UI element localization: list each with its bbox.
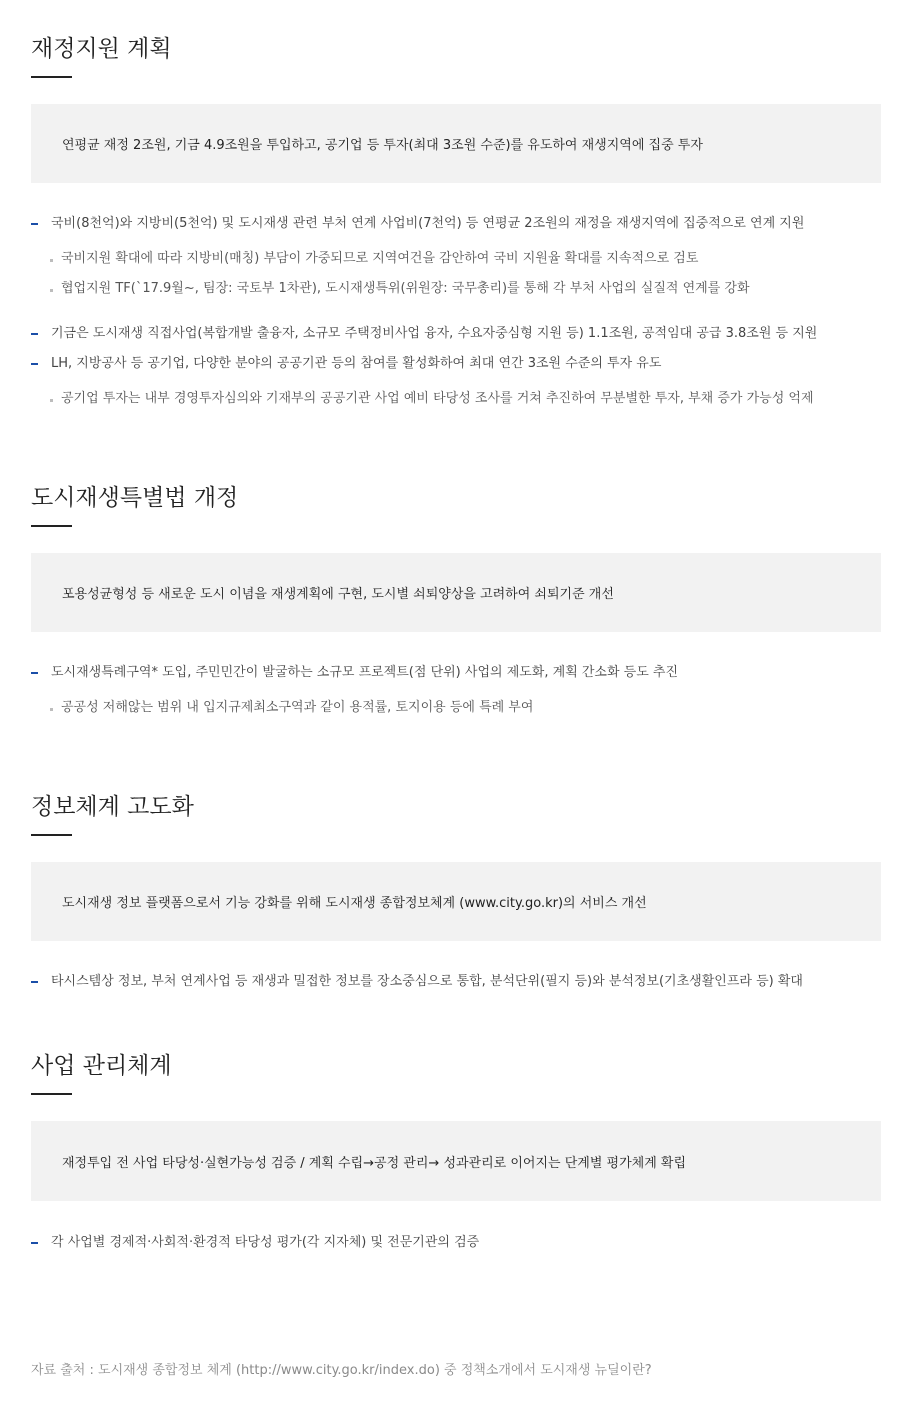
summary-box (31, 553, 881, 632)
title-underline (31, 1093, 72, 1095)
dash-bullet-icon (31, 981, 38, 983)
sub-list-item (31, 698, 678, 718)
dash-bullet-icon (31, 363, 38, 365)
list-item (31, 354, 817, 374)
section-title: 사업 관리체계 (31, 1053, 172, 1079)
section-title: 도시재생특별법 개정 (31, 485, 239, 511)
bullet-text: 각 사업별 경제적·사회적·환경적 타당성 평가(각 지자체) 및 전문기관의 검증 (51, 1235, 480, 1250)
sub-list-item (31, 389, 817, 409)
summary-text: 포용성균형성 등 새로운 도시 이념을 재생계획에 구현, 도시별 쇠퇴양상을 고려하여 쇠퇴기준 개선 (62, 587, 614, 602)
sub-list-item (31, 249, 817, 269)
bullet-text: 국비(8천억)와 지방비(5천억) 및 도시재생 관련 부처 연계 사업비(7천억) 등 연평균 2조원의 재정을 재생지역에 집중적으로 연계 지원 (51, 216, 805, 231)
title-underline (31, 76, 72, 78)
section-special-act-revision (31, 483, 881, 715)
square-bullet-icon (50, 708, 53, 711)
bullet-text: 도시재생특례구역* 도입, 주민민간이 발굴하는 소규모 프로젝트(점 단위) 사업의 제도화, 계획 간소화 등도 추진 (51, 665, 679, 680)
sub-list-wrapper (31, 249, 817, 299)
sub-list-item (31, 279, 817, 299)
list-item (31, 972, 803, 992)
summary-box (31, 862, 881, 941)
section-title: 정보체계 고도화 (31, 794, 194, 820)
source-note: 자료 출처 : 도시재생 종합정보 체계 (http://www.city.go.kr/index.do) 중 정책소개에서 도시재생 뉴딜이란? (31, 1363, 652, 1378)
dash-bullet-icon (31, 1242, 38, 1244)
bullet-list (31, 1233, 479, 1253)
list-item (31, 214, 817, 234)
sub-list-wrapper (31, 698, 678, 718)
square-bullet-icon (50, 259, 53, 262)
sub-list-wrapper (31, 389, 817, 409)
square-bullet-icon (50, 289, 53, 292)
section-project-management (31, 1051, 881, 1250)
dash-bullet-icon (31, 672, 38, 674)
list-item (31, 1233, 479, 1253)
sub-item-text: 공기업 투자는 내부 경영투자심의와 기재부의 공공기관 사업 예비 타당성 조사를 거쳐 추진하여 무분별한 투자, 부채 증가 가능성 억제 (61, 391, 814, 406)
section-title: 재정지원 계획 (31, 36, 172, 62)
list-item (31, 663, 678, 683)
list-item (31, 324, 817, 344)
sub-list (31, 249, 817, 299)
summary-box (31, 1121, 881, 1201)
dash-bullet-icon (31, 223, 38, 225)
bullet-list (31, 663, 678, 718)
title-underline (31, 525, 72, 527)
summary-text: 재정투입 전 사업 타당성·실현가능성 검증 / 계획 수립→공정 관리→ 성과관리로 이어지는 단계별 평가체계 확립 (62, 1155, 687, 1171)
square-bullet-icon (50, 399, 53, 402)
dash-bullet-icon (31, 333, 38, 335)
summary-box (31, 104, 881, 183)
sub-list (31, 389, 817, 409)
sub-list (31, 698, 678, 718)
summary-text: 도시재생 정보 플랫폼으로서 기능 강화를 위해 도시재생 종합정보체계 (www.city.go.kr)의 서비스 개선 (62, 896, 647, 911)
bullet-text: 타시스템상 정보, 부처 연계사업 등 재생과 밀접한 정보를 장소중심으로 통합, 분석단위(필지 등)와 분석정보(기초생활인프라 등) 확대 (51, 974, 803, 989)
bullet-text: 기금은 도시재생 직접사업(복합개발 출융자, 소규모 주택정비사업 융자, 수요자중심형 지원 등) 1.1조원, 공적임대 공급 3.8조원 등 지원 (51, 326, 818, 341)
section-finance-plan (31, 34, 881, 406)
bullet-text: LH, 지방공사 등 공기업, 다양한 분야의 공공기관 등의 참여를 활성화하여 최대 연간 3조원 수준의 투자 유도 (51, 356, 662, 371)
sub-item-text: 공공성 저해않는 범위 내 입지규제최소구역과 같이 용적률, 토지이용 등에 특례 부여 (61, 700, 534, 715)
section-info-system-upgrade (31, 792, 881, 989)
summary-text: 연평균 재정 2조원, 기금 4.9조원을 투입하고, 공기업 등 투자(최대 3조원 수준)를 유도하여 재생지역에 집중 투자 (62, 138, 703, 153)
title-underline (31, 834, 72, 836)
sub-item-text: 국비지원 확대에 따라 지방비(매칭) 부담이 가중되므로 지역여건을 감안하여 국비 지원율 확대를 지속적으로 검토 (61, 251, 699, 266)
sub-item-text: 협업지원 TF(`17.9월~, 팀장: 국토부 1차관), 도시재생특위(위원장: 국무총리)를 통해 각 부처 사업의 실질적 연계를 강화 (61, 281, 750, 296)
bullet-list (31, 214, 817, 409)
bullet-list (31, 972, 803, 992)
